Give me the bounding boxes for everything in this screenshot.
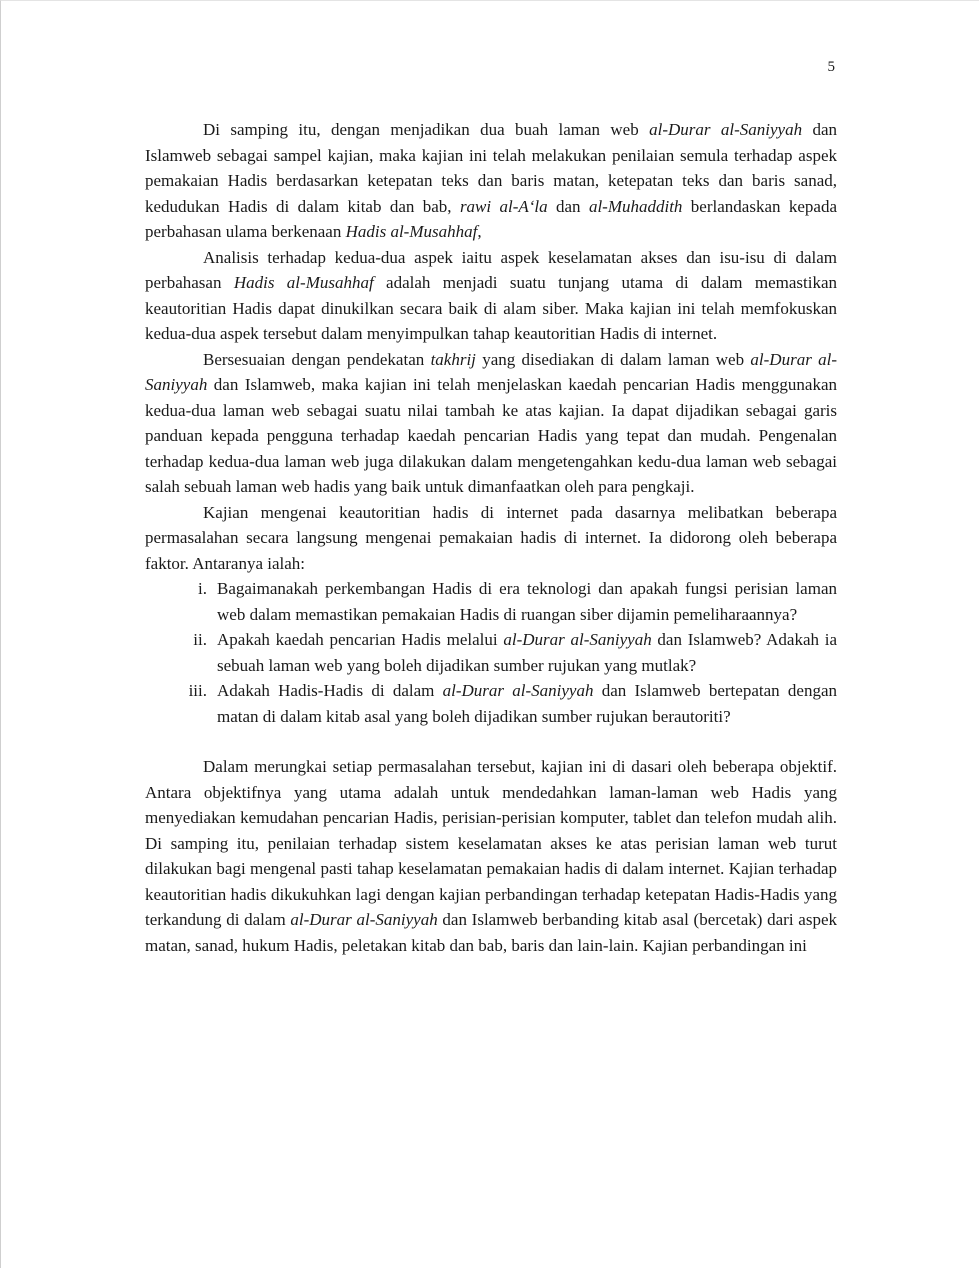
list-item <box>145 678 837 729</box>
list-item <box>145 576 837 627</box>
paragraph-3-text-b: yang disediakan di dalam laman web <box>475 349 751 369</box>
paragraph-2-text-b: adalah menjadi suatu tunjang utama di dalam memastikan keautoritian Hadis dapat dinukilkan secara baik di alam siber. Maka kajian ini telah memfokuskan kedua-dua aspek tersebut dalam menyimpulkan tahap keautoritian Hadis di internet. <box>145 273 837 343</box>
paragraph-5 <box>145 754 837 958</box>
paragraph-1-italic-1: al-Durar al-Saniyyah <box>649 120 803 139</box>
paragraph-5-text-a: Dalam merungkai setiap permasalahan tersebut, kajian ini di dasari oleh beberapa objektif. Antara objektifnya yang utama adalah untuk mendedahkan laman-laman web Hadis yang menyediakan kemudahan pencarian Hadis, perisian-perisian komputer, tablet dan telefon mudah alih. Di samping itu, penilaian terhadap sistem keselamatan akses ke atas perisian laman web turut dilakukan bagi mengenal pasti tahap keselamatan pemakaian hadis di dalam internet. Kajian terhadap keautoritian hadis dikukuhkan lagi dengan kajian perbandingan terhadap ketepatan Hadis-Hadis yang terkandung di dalam <box>145 757 837 929</box>
page-body <box>145 117 837 958</box>
paragraph-1-italic-2: rawi al-A‘la <box>459 196 548 216</box>
list-item-italic: al-Durar al-Saniyyah <box>442 681 594 700</box>
research-questions-list <box>145 576 837 729</box>
paragraph-1-italic-3: al-Muhaddith <box>588 196 683 216</box>
list-item-italic: al-Durar al-Saniyyah <box>503 630 652 649</box>
paragraph-1-text-e: , <box>477 222 482 241</box>
list-item-text-b: dan Islamweb? Adakah ia sebuah laman web yang boleh dijadikan sumber rujukan yang mutlak? <box>217 630 838 675</box>
page-number: 5 <box>827 59 835 75</box>
list-item-number: iii. <box>188 681 207 700</box>
paragraph-5-italic-1: al-Durar al-Saniyyah <box>290 910 438 929</box>
list-item-text-a: Apakah kaedah pencarian Hadis melalui <box>217 630 504 649</box>
list-item-text-a: Adakah Hadis-Hadis di dalam <box>217 681 443 700</box>
paragraph-2 <box>145 245 837 347</box>
paragraph-4: Kajian mengenai keautoritian hadis di internet pada dasarnya melibatkan beberapa permasalahan secara langsung mengenai pemakaian hadis di internet. Ia didorong oleh beberapa faktor. Antaranya ialah: <box>145 502 837 573</box>
paragraph-3-text-c: dan Islamweb, maka kajian ini telah menjelaskan kaedah pencarian Hadis menggunakan kedua-dua laman web sebagai suatu nilai tambah ke atas kajian. Ia dapat dijadikan sebagai garis panduan kepada pengguna terhadap kaedah pencarian Hadis yang tepat dan mudah. Pengenalan terhadap kedua-dua laman web juga dilakukan dalam mengetengahkan kedu-dua laman web sebagai salah sebuah laman web hadis yang baik untuk dimanfaatkan oleh para pengkaji. <box>145 375 837 496</box>
list-item-text: Bagaimanakah perkembangan Hadis di era teknologi dan apakah fungsi perisian laman web dalam memastikan pemakaian Hadis di ruangan siber dijamin pemeliharaannya? <box>217 579 837 624</box>
paragraph-5-text-b: dan Islamweb berbanding kitab asal (bercetak) dari aspek matan, sanad, hukum Hadis, peletakan kitab dan bab, baris dan lain-lain. Kajian perbandingan ini <box>145 910 837 955</box>
paragraph-1-text-d: berlandaskan kepada perbahasan ulama berkenaan <box>145 196 837 241</box>
list-item-number: ii. <box>193 630 207 649</box>
paragraph-1 <box>145 117 837 245</box>
paragraph-1-italic-4: Hadis al-Musahhaf <box>345 222 478 241</box>
paragraph-3 <box>145 347 837 500</box>
list-item <box>145 627 837 678</box>
paragraph-3-italic-2: al-Durar al-Saniyyah <box>145 349 838 394</box>
list-item-text-b: dan Islamweb bertepatan dengan matan di dalam kitab asal yang boleh dijadikan sumber rujukan berautoriti? <box>217 681 837 726</box>
paragraph-1-text-a: Di samping itu, dengan menjadikan dua buah laman web <box>203 120 650 139</box>
paragraph-3-text-a: Bersesuaian dengan pendekatan <box>203 349 431 369</box>
list-item-number: i. <box>198 579 207 598</box>
paragraph-1-text-c: dan <box>547 196 589 216</box>
paragraph-2-text-a: Analisis terhadap kedua-dua aspek iaitu aspek keselamatan akses dan isu-isu di dalam perbahasan <box>145 247 837 292</box>
paragraph-1-text-b: dan Islamweb sebagai sampel kajian, maka kajian ini telah melakukan penilaian semula terhadap aspek pemakaian Hadis berdasarkan ketepatan teks dan baris matan, ketepatan teks dan baris sanad, kedudukan Hadis di dalam kitab dan bab, <box>145 120 838 216</box>
paragraph-2-italic-1: Hadis al-Musahhaf <box>233 273 374 292</box>
paragraph-3-italic-1: takhrij <box>430 349 476 369</box>
